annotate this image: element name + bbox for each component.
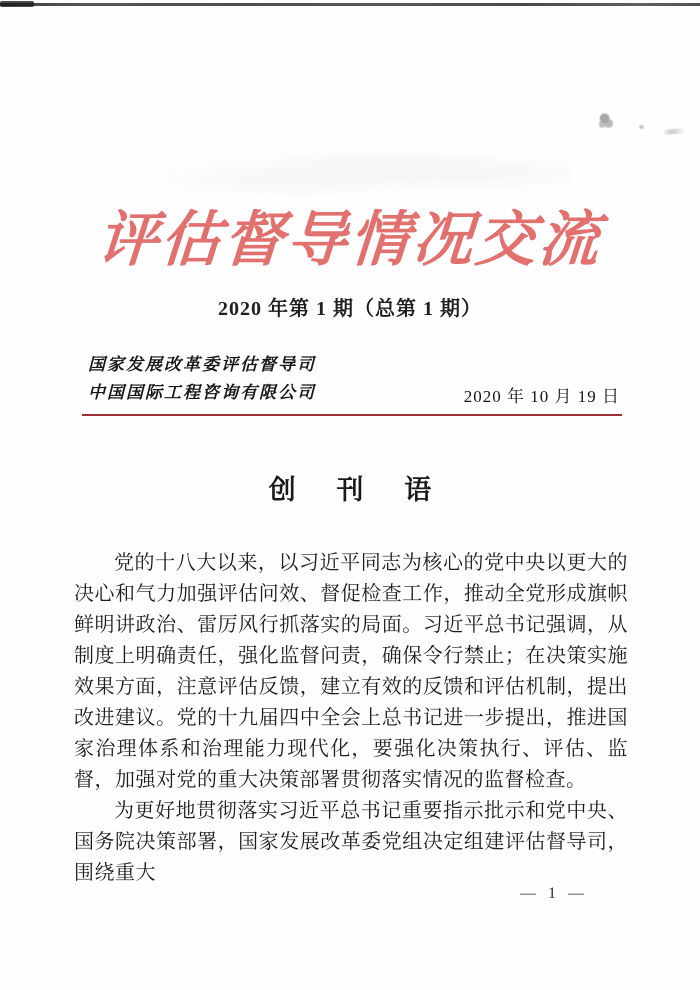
scan-edge-artifact (0, 3, 700, 6)
article-paragraph-1: 党的十八大以来，以习近平同志为核心的党中央以更大的决心和气力加强评估问效、督促检查工作，推动全党形成旗帜鲜明讲政治、雷厉风行抓落实的局面。习近平总书记强调，从制度上明确责任，强化监督问责，确保令行禁止；在决策实施效果方面，注意评估反馈，建立有效的反馈和评估机制，提出改进建议。党的十九届四中全会上总书记进一步提出，推进国家治理体系和治理能力现代化，要强化决策执行、评估、监督，加强对党的重大决策部署贯彻落实情况的监督检查。 (74, 552, 628, 791)
article-paragraph-2: 为更好地贯彻落实习近平总书记重要指示批示和党中央、国务院决策部署，国家发展改革委党组决定组建评估督导司，围绕重大 (74, 800, 628, 884)
masthead-divider-rule (82, 414, 622, 416)
ink-smudge-streak (663, 128, 685, 135)
article-heading: 创 刊 语 (268, 475, 449, 505)
issue-number-line: 2020 年第 1 期（总第 1 期） (218, 298, 482, 320)
publication-date: 2020 年 10 月 19 日 (463, 387, 620, 406)
article-body (74, 548, 628, 889)
ink-smudge-mark (599, 113, 613, 128)
bleed-through-ghosting (150, 140, 570, 195)
page-number: — 1 — (520, 885, 588, 902)
scan-edge-blob-artifact (0, 1, 34, 7)
newsletter-title: 评估督导情况交流 (95, 207, 604, 273)
ink-smudge-dot (638, 124, 645, 130)
publisher-block (88, 351, 316, 407)
publisher-line-1: 国家发展改革委评估督导司 (88, 355, 316, 374)
publisher-line-2: 中国国际工程咨询有限公司 (88, 383, 316, 402)
